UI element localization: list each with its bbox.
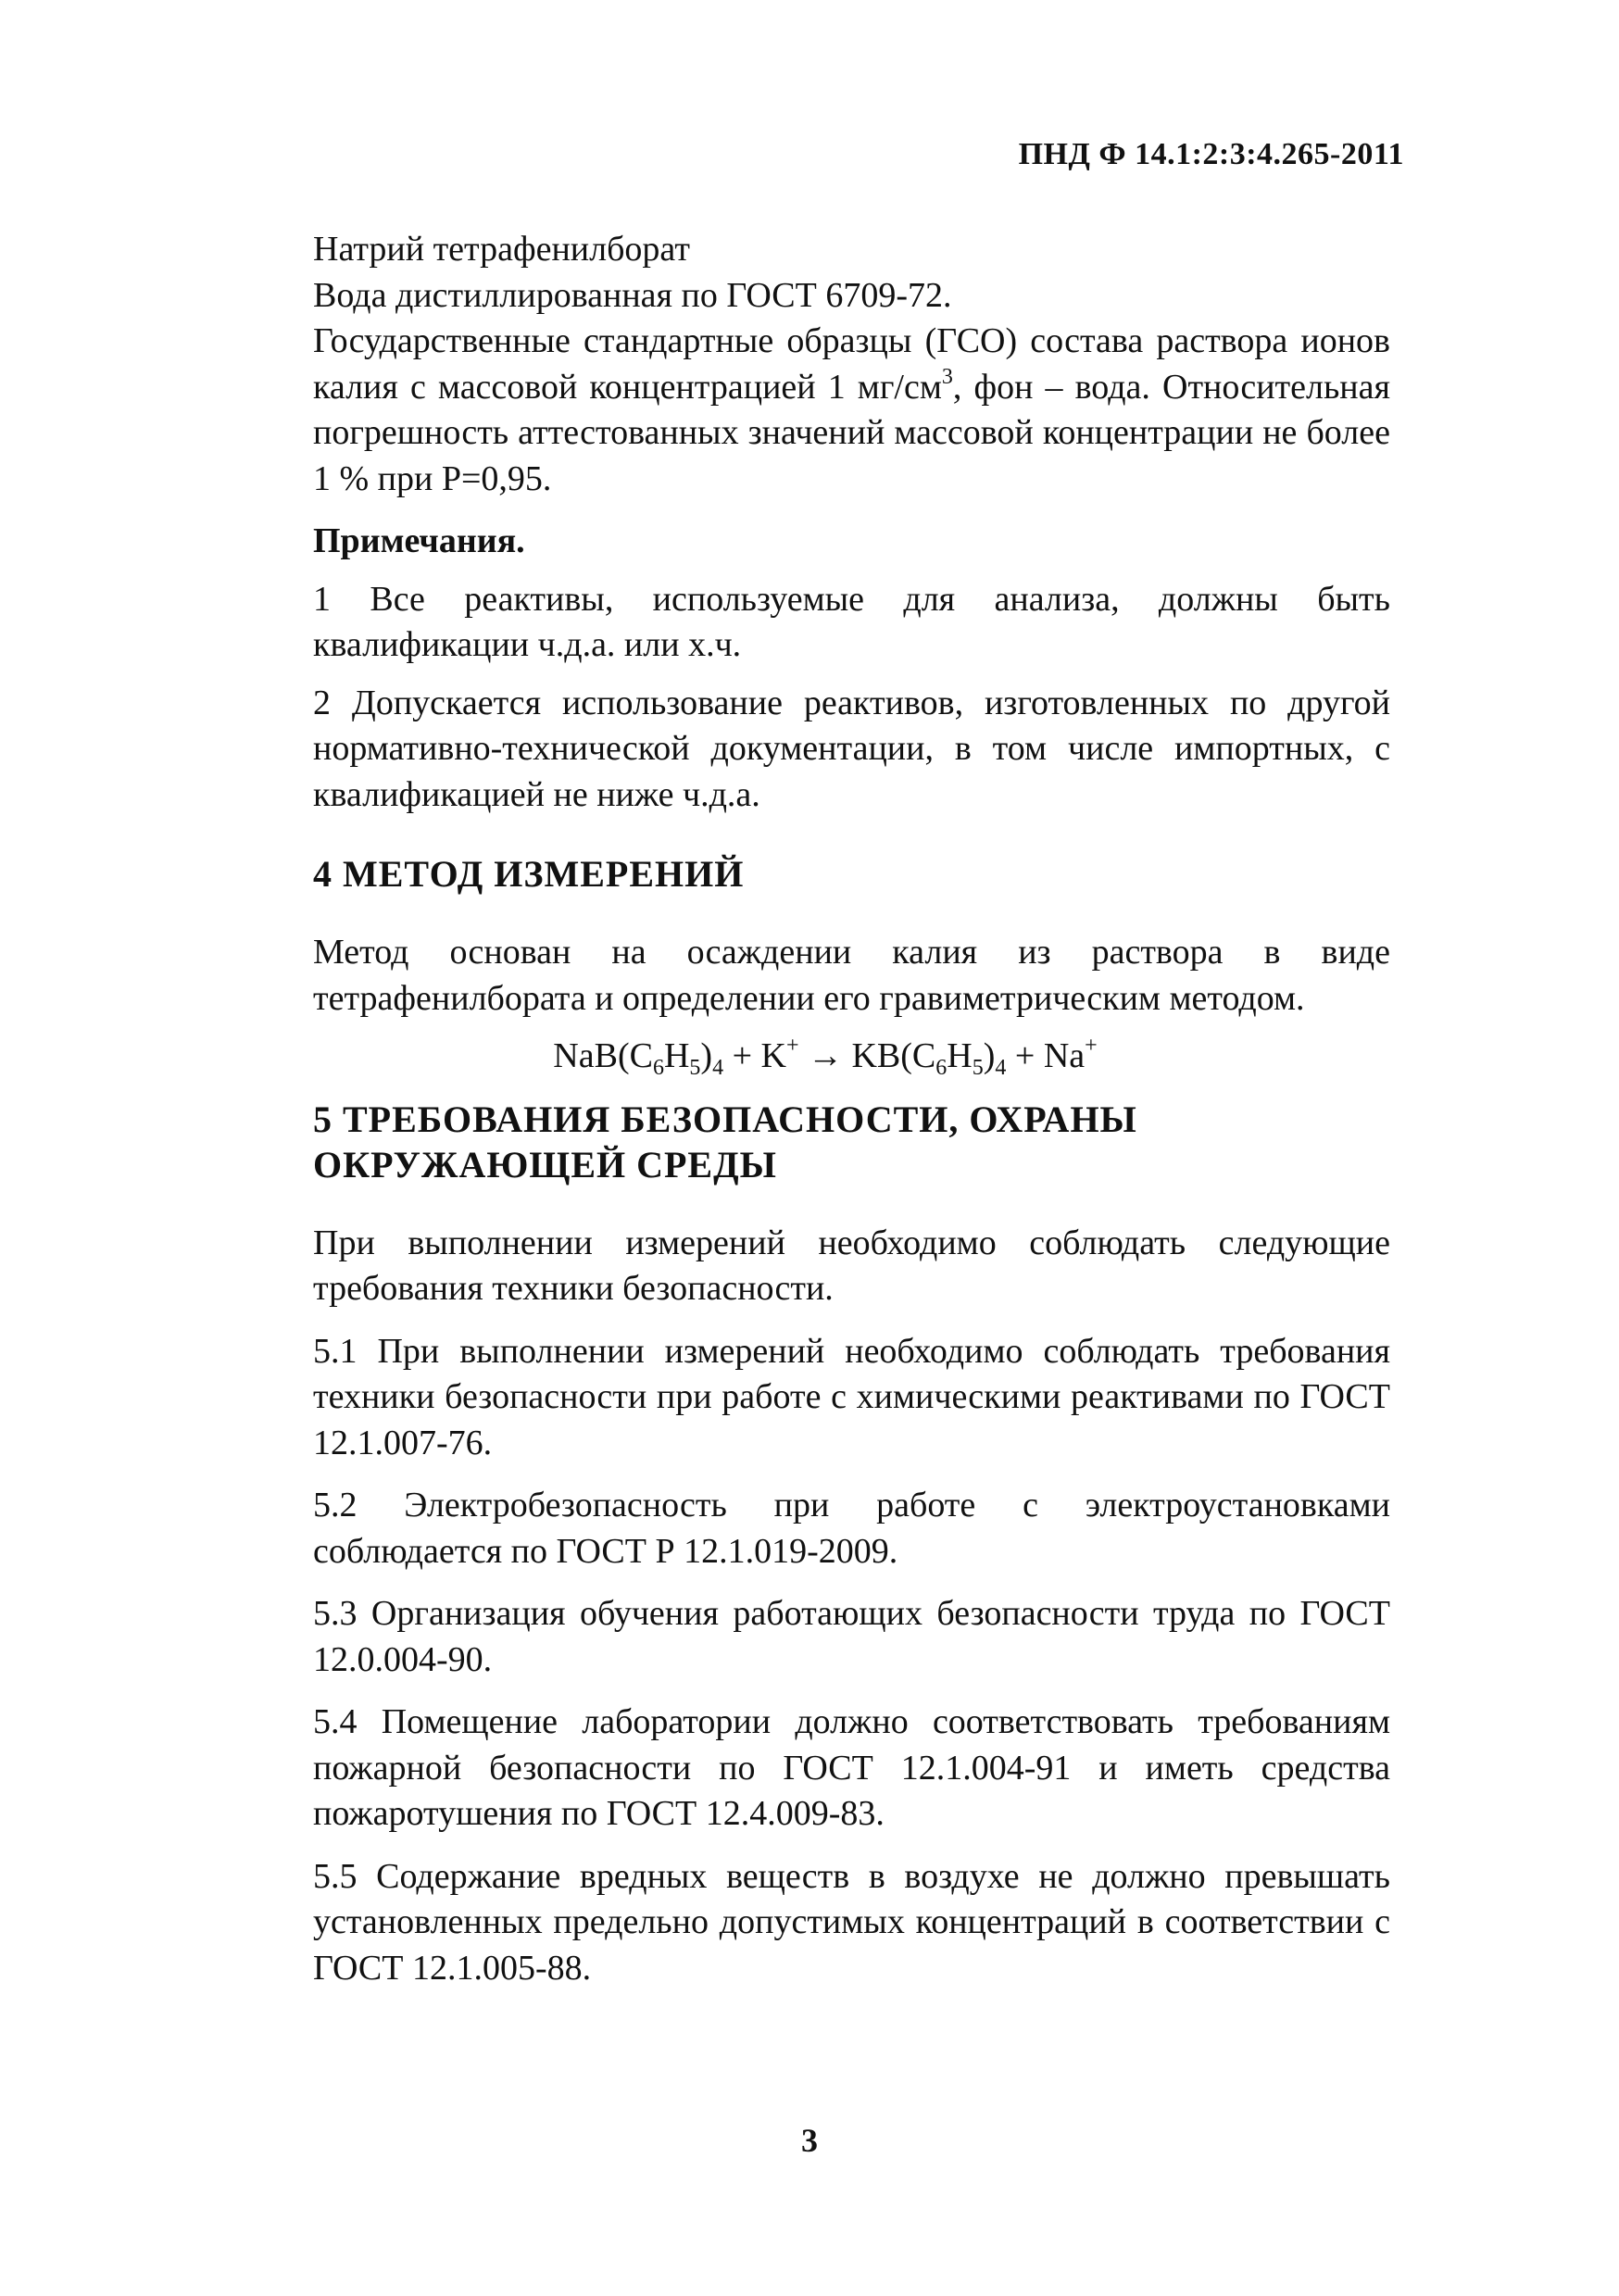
notes-title: Примечания. bbox=[313, 521, 525, 560]
document-body bbox=[223, 227, 1390, 1991]
section-paragraph: При выполнении измерений необходимо соблюдать следующие требования техники безопасности. bbox=[313, 1223, 1390, 1308]
numbered-item: 5.1 При выполнении измерений необходимо соблюдать требования техники безопасности при работе с химическими реактивами по ГОСТ 12.1.007-76. bbox=[313, 1331, 1390, 1462]
section-title: 5 ТРЕБОВАНИЯ БЕЗОПАСНОСТИ, ОХРАНЫ ОКРУЖАЮЩЕЙ СРЕДЫ bbox=[313, 1098, 1137, 1186]
note-item: 2 Допускается использование реактивов, изготовленных по другой нормативно-технической документации, в том числе импортных, с квалификацией не ниже ч.д.а. bbox=[313, 683, 1390, 814]
section-paragraph: Метод основан на осаждении калия из раствора в виде тетрафенилбората и определении его гравиметрическим методом. bbox=[313, 933, 1390, 1018]
numbered-item: 5.3 Организация обучения работающих безопасности труда по ГОСТ 12.0.004-90. bbox=[313, 1594, 1390, 1679]
numbered-item: 5.2 Электробезопасность при работе с электроустановками соблюдается по ГОСТ Р 12.1.019-2009. bbox=[313, 1486, 1390, 1571]
reagent-line: Натрий тетрафенилборат bbox=[313, 230, 690, 269]
reagent-line: Вода дистиллированная по ГОСТ 6709-72. bbox=[313, 275, 952, 315]
note-item: 1 Все реактивы, используемые для анализа, должны быть квалификации ч.д.а. или х.ч. bbox=[313, 579, 1390, 664]
section-title: 4 МЕТОД ИЗМЕРЕНИЙ bbox=[313, 853, 745, 895]
numbered-item: 5.5 Содержание вредных веществ в воздухе не должно превышать установленных предельно допустимых концентраций в соответствии с ГОСТ 12.1.005-88. bbox=[313, 1856, 1390, 1988]
gso-paragraph: Государственные стандартные образцы (ГСО) состава раствора ионов калия с массовой концентрацией 1 $мг/см^3$, фон – вода. Относительная погрешность аттестованных значений массовой концентрации не более 1 % при Р=0,95. bbox=[313, 321, 1390, 498]
chemical-formula: $NaB(C_6H_5)_4 + K^+ \to KB(C_6H_5)_4 + Na^+$ bbox=[553, 1034, 1098, 1080]
document-code: ПНД Ф 14.1:2:3:4.265-2011 bbox=[1018, 137, 1404, 171]
page-number: 3 bbox=[801, 2122, 818, 2159]
numbered-item: 5.4 Помещение лаборатории должно соответствовать требованиям пожарной безопасности по ГОСТ 12.1.004-91 и иметь средства пожаротушения по ГОСТ 12.4.009-83. bbox=[313, 1702, 1390, 1833]
